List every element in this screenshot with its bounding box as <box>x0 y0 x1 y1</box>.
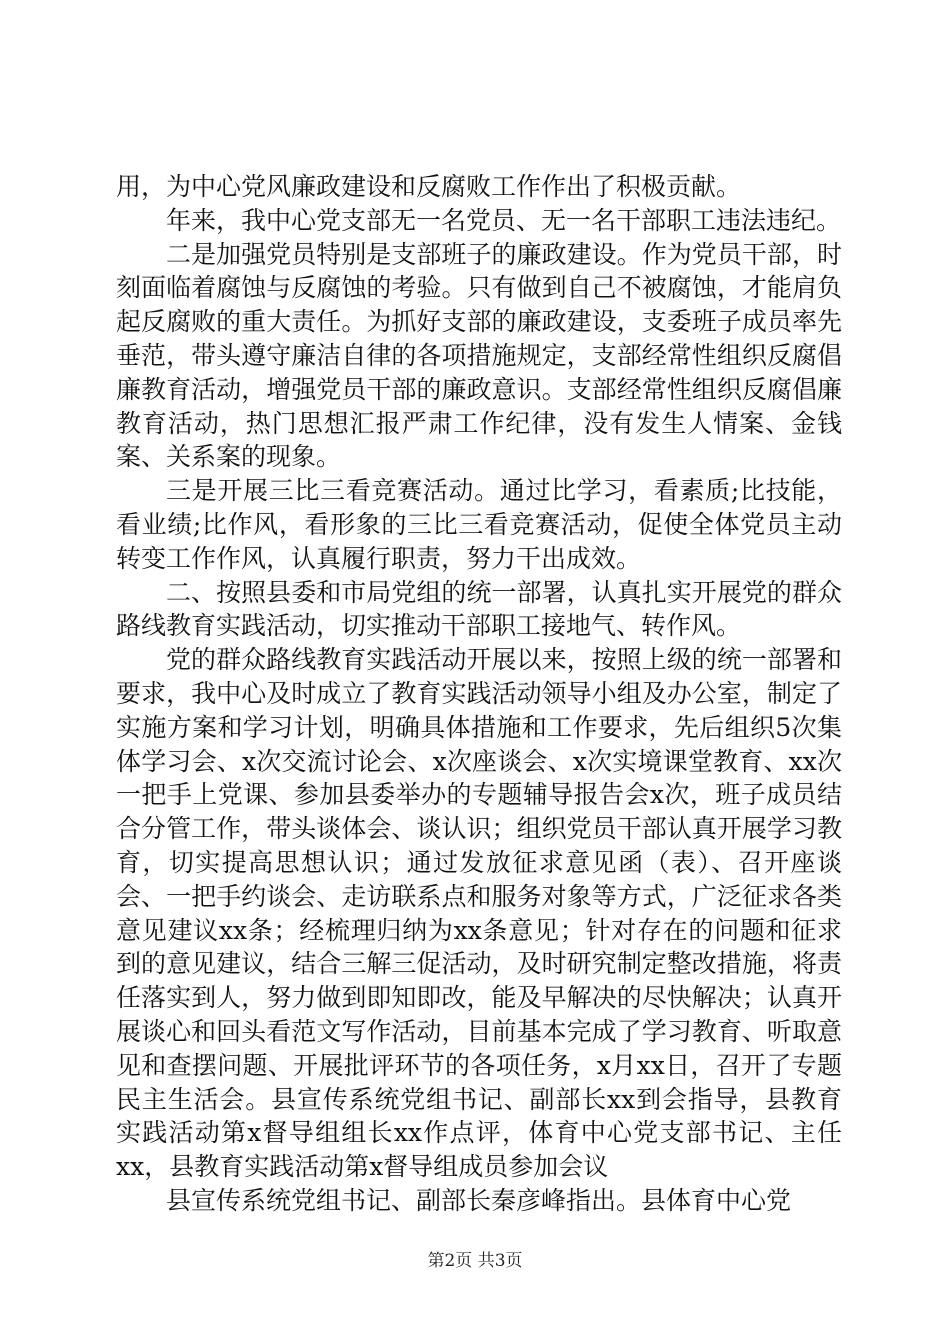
page-footer: 第2页 共3页 <box>427 1251 523 1271</box>
paragraph-1: 用，为中心党风廉政建设和反腐败工作作出了积极贡献。 <box>116 172 742 201</box>
paragraph-3: 二是加强党员特别是支部班子的廉政建设。作为党员干部，时刻面临着腐蚀与反腐蚀的考验。只有做到自己不被腐蚀，才能肩负起反腐败的重大责任。为抓好支部的廉政建设，支委班子成员率先垂范，带头遵守廉洁自律的各项措施规定，支部经常性组织反腐倡廉教育活动，增强党员干部的廉政意识。支部经常性组织反腐倡廉教育活动，热门思想汇报严肃工作纪律，没有发生人情案、金钱案、关系案的现象。 <box>116 239 842 472</box>
paragraph-7: 县宣传系统党组书记、副部长秦彦峰指出。县体育中心党 <box>166 1185 792 1215</box>
document-body <box>116 170 842 1218</box>
paragraph-4: 三是开展三比三看竞赛活动。通过比学习，看素质;比技能，看业绩;比作风，看形象的三比三看竞赛活动，促使全体党员主动转变工作作风，认真履行职责，努力干出成效。 <box>116 476 842 573</box>
paragraph-6: 党的群众路线教育实践活动开展以来，按照上级的统一部署和要求，我中心及时成立了教育实践活动领导小组及办公室，制定了实施方案和学习计划，明确具体措施和工作要求，先后组织5次集体学习会、x次交流讨论会、x次座谈会、x次实境课堂教育、xx次一把手上党课、参加县委举办的专题辅导报告会x次，班子成员结合分管工作，带头谈体会、谈认识；组织党员干部认真开展学习教育，切实提高思想认识；通过发放征求意见函（表）、召开座谈会、一把手约谈会、走访联系点和服务对象等方式，广泛征求各类意见建议xx条；经梳理归纳为xx条意见；针对存在的问题和征求到的意见建议，结合三解三促活动，及时研究制定整改措施，将责任落实到人，努力做到即知即改，能及早解决的尽快解决；认真开展谈心和回头看范文写作活动，目前基本完成了学习教育、听取意见和查摆问题、开展批评环节的各项任务，x月xx日，召开了专题民主生活会。县宣传系统党组书记、副部长xx到会指导，县教育实践活动第x督导组组长xx作点评，体育中心党支部书记、主任xx，县教育实践活动第x督导组成员参加会议 <box>116 645 842 1182</box>
paragraph-5: 二、按照县委和市局党组的统一部署，认真扎实开展党的群众路线教育实践活动，切实推动干部职工接地气、转作风。 <box>116 577 842 641</box>
paragraph-2: 年来，我中心党支部无一名党员、无一名干部职工违法违纪。 <box>166 205 842 235</box>
